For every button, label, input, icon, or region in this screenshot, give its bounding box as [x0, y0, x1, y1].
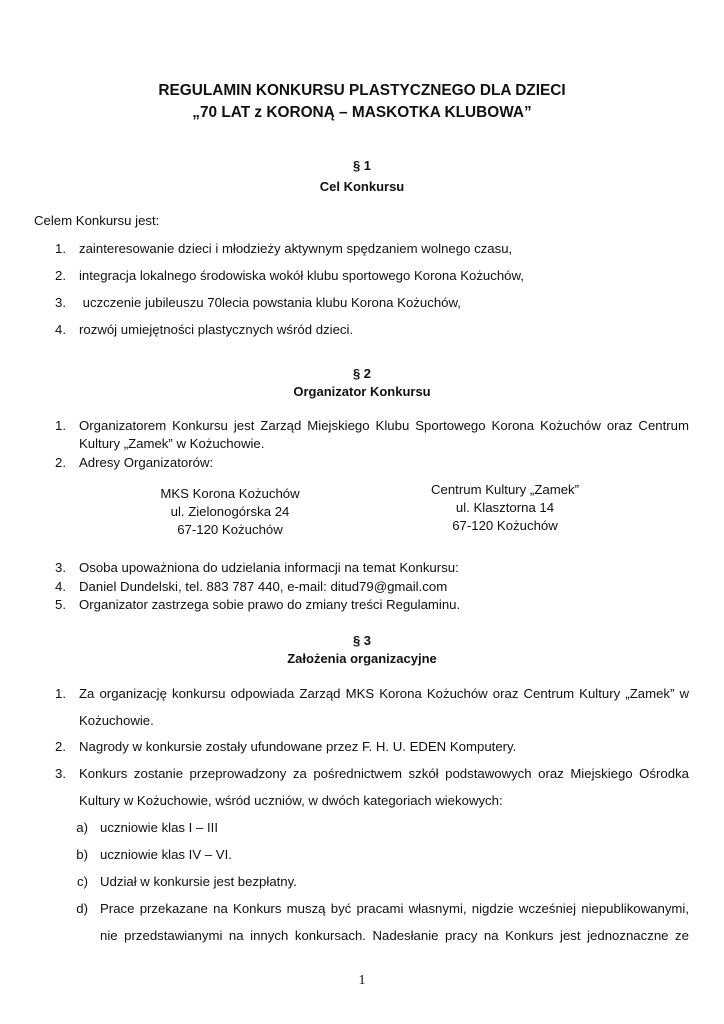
list-item-number: 4.: [55, 322, 66, 337]
list-item-text: Za organizację konkursu odpowiada Zarząd MKS Korona Kożuchów oraz Centrum Kultury „Zamek” w: [79, 686, 689, 701]
section-1-number: § 1: [352, 158, 372, 173]
section-2-heading: Organizator Konkursu: [293, 384, 431, 399]
list-item-text-continuation: Kożuchowie.: [79, 713, 154, 728]
list-item-number: 3.: [55, 295, 66, 310]
list-item-text: Konkurs zostanie przeprowadzony za pośrednictwem szkół podstawowych oraz Miejskiego Ośrodka: [79, 766, 689, 781]
address-line: Centrum Kultury „Zamek”: [430, 482, 580, 497]
address-line: MKS Korona Kożuchów: [160, 486, 300, 501]
list-item-text: Daniel Dundelski, tel. 883 787 440, e-mail: ditud79@gmail.com: [79, 579, 448, 594]
list-item-text: Adresy Organizatorów:: [79, 455, 214, 470]
address-block-mks: [130, 486, 330, 540]
list-item-text-continuation: Kultury w Kożuchowie, wśród uczniów, w dwóch kategoriach wiekowych:: [79, 793, 503, 808]
section-3-number: § 3: [352, 633, 372, 648]
sub-list-text: uczniowie klas I – III: [100, 820, 219, 835]
address-line: 67-120 Kożuchów: [452, 518, 558, 533]
sub-list-letter: c): [77, 874, 88, 889]
list-item-number: 1.: [55, 686, 66, 701]
sub-list-text: nie przedstawianymi na innych konkursach. Nadesłanie pracy na Konkurs jest jednoznaczne ze: [100, 928, 689, 943]
list-item-text: uczczenie jubileuszu 70lecia powstania klubu Korona Kożuchów,: [79, 295, 461, 310]
document-title-line-2: „70 LAT z KORONĄ – MASKOTKA KLUBOWA”: [192, 104, 532, 121]
list-item-number: 2.: [55, 739, 66, 754]
list-item-text-continuation: Kultury „Zamek” w Kożuchowie.: [79, 436, 265, 451]
list-item-number: 2.: [55, 268, 66, 283]
list-item-number: 5.: [55, 597, 66, 612]
list-item-number: 1.: [55, 241, 66, 256]
sub-list-text: uczniowie klas IV – VI.: [100, 847, 232, 862]
list-item-text: Organizatorem Konkursu jest Zarząd Miejskiego Klubu Sportowego Korona Kożuchów oraz Centrum: [79, 418, 689, 433]
list-item-number: 3.: [55, 766, 66, 781]
page-number: 1: [358, 973, 366, 988]
list-item-text: Nagrody w konkursie zostały ufundowane przez F. H. U. EDEN Komputery.: [79, 739, 517, 754]
document-title-line-1: REGULAMIN KONKURSU PLASTYCZNEGO DLA DZIECI: [158, 82, 566, 99]
list-item-number: 4.: [55, 579, 66, 594]
sub-list-letter: a): [76, 820, 88, 835]
section-1-intro: Celem Konkursu jest:: [34, 213, 160, 228]
list-item-text: Organizator zastrzega sobie prawo do zmiany treści Regulaminu.: [79, 597, 461, 612]
sub-list-text: Prace przekazane na Konkurs muszą być pracami własnymi, nigdzie wcześniej niepublikowanymi,: [100, 901, 689, 916]
address-line: 67-120 Kożuchów: [177, 522, 283, 537]
section-3-heading: Założenia organizacyjne: [287, 651, 437, 666]
section-1-heading: Cel Konkursu: [319, 179, 405, 194]
address-line: ul. Zielonogórska 24: [170, 504, 290, 519]
list-item-text: rozwój umiejętności plastycznych wśród dzieci.: [79, 322, 354, 337]
list-item-text: integracja lokalnego środowiska wokół klubu sportowego Korona Kożuchów,: [79, 268, 524, 283]
sub-list-text: Udział w konkursie jest bezpłatny.: [100, 874, 297, 889]
list-item-text: zainteresowanie dzieci i młodzieży aktywnym spędzaniem wolnego czasu,: [79, 241, 513, 256]
list-item-number: 2.: [55, 455, 66, 470]
address-line: ul. Klasztorna 14: [455, 500, 555, 515]
list-item-text: Osoba upoważniona do udzielania informacji na temat Konkursu:: [79, 560, 459, 575]
sub-list-letter: d): [76, 901, 88, 916]
section-2-number: § 2: [352, 366, 372, 381]
list-item-number: 1.: [55, 418, 66, 433]
list-item-number: 3.: [55, 560, 66, 575]
address-block-zamek: [405, 482, 605, 536]
sub-list-letter: b): [76, 847, 88, 862]
